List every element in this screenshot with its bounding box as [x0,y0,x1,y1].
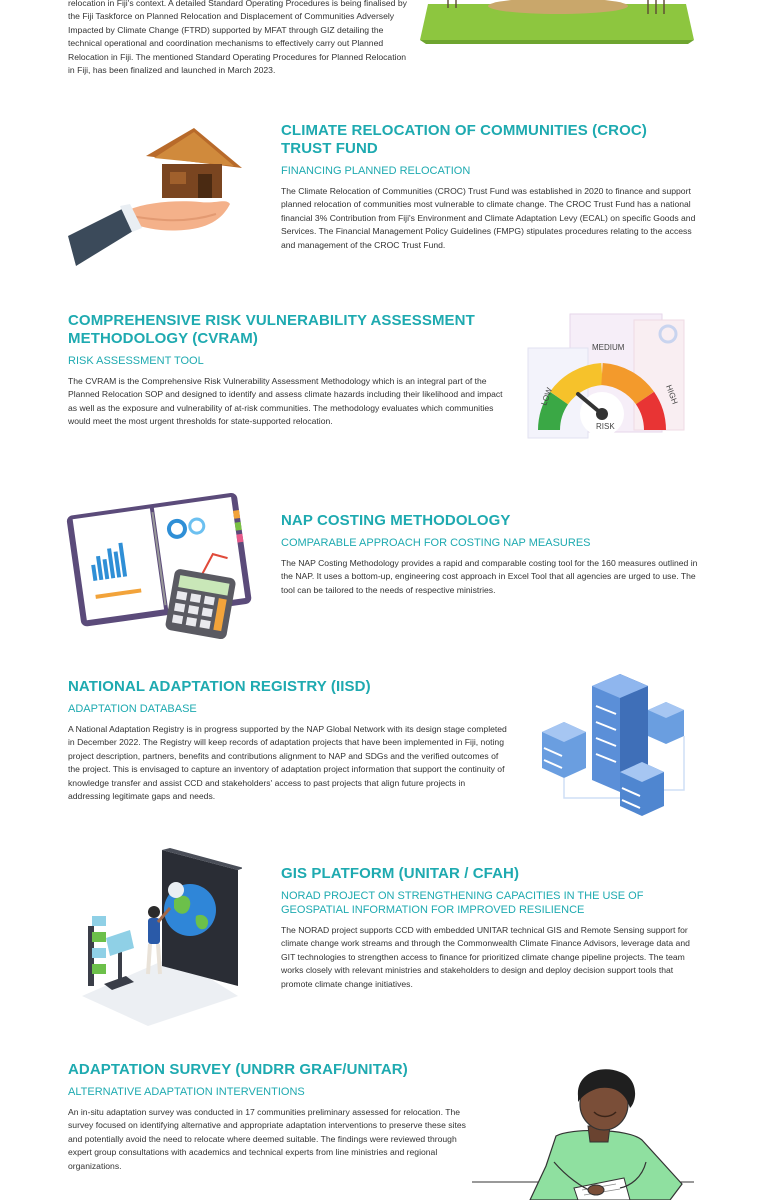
cvram-section [68,312,508,429]
registry-subtitle: ADAPTATION DATABASE [68,703,197,715]
croc-body: The Climate Relocation of Communities (CROC) Trust Fund was established in 2020 to finance and support planned relocation of communities most vulnerable to climate change. The CROC Trust Fund has a national financial 3% Contribution from Fiji's Environment and Climate Adaptation Levy (ECAL) on specific Goods and Services. The Financial Management Policy Guidelines (FMPG) stipulates procedures relating to the access and management of the CROC Trust Fund. [281,186,696,250]
risk-gauge-illustration [516,310,688,452]
gis-body: The NORAD project supports CCD with embedded UNITAR technical GIS and Remote Sensing support for climate change work streams and through the Commonwealth Climate Finance Advisors, leverage data and GIT technologies to strengthen access to finance for prioritized climate change pipeline projects. The team works closely with relevant ministries and stakeholders to design and deploy decision support tools that promote climate change initiatives. [281,925,690,989]
intro-block [68,0,408,77]
nap-costing-title: NAP COSTING METHODOLOGY [281,512,511,529]
croc-illustration [66,124,246,270]
person-writing-illustration [470,1066,696,1200]
croc-subtitle: FINANCING PLANNED RELOCATION [281,165,471,177]
gis-section [281,865,701,991]
croc-section [281,122,701,252]
survey-title: ADAPTATION SURVEY (UNDRR GRAF/UNITAR) [68,1061,408,1078]
registry-section [68,678,508,803]
cvram-subtitle: RISK ASSESSMENT TOOL [68,355,204,367]
gis-illustration [78,846,242,1030]
relocation-island-illustration [418,0,696,44]
nap-costing-illustration [66,482,252,640]
survey-section [68,1061,468,1173]
croc-title: CLIMATE RELOCATION OF COMMUNITIES (CROC) TRUST FUND [281,122,647,157]
gauge-label-low: LOW [539,386,555,407]
gauge-label-risk: RISK [596,422,615,431]
nap-costing-body: The NAP Costing Methodology provides a rapid and comparable costing tool for the 160 measures outlined in the NAP. It uses a bottom-up, engineering cost approach in Excel Tool that all agencies are urged to use. The tool can be tailored to the needs of respective ministries. [281,558,698,595]
gauge-label-medium: MEDIUM [592,343,625,352]
gis-subtitle: NORAD PROJECT ON STRENGTHENING CAPACITIES IN THE USE OF GEOSPATIAL INFORMATION FOR IMPROVED RESILIENCE [281,890,644,916]
cvram-body: The CVRAM is the Comprehensive Risk Vulnerability Assessment Methodology which is an integral part of the Planned Relocation SOP and designed to identify and assess climate hazards including their likelihood and impact as well as the exposure and vulnerability of at-risk communities. The methodology evaluates which communities would meet the most urgent thresholds for state-supported relocation. [68,376,503,427]
intro-text: relocation in Fiji's context. A detailed Standard Operating Procedures is being finalised by the Fiji Taskforce on Planned Relocation and Displacement of Communities Adversely Impacted by Climate Change (FTRD) supported by MFAT through GIZ detailing the technical operational and coordination mechanisms to effectively carry out Planned Relocation in Fiji. The mentioned Standard Operating Procedures for Planned Relocation in Fiji, has been finalized and launched in March 2023. [68,0,407,76]
gauge-label-high: HIGH [664,383,680,406]
survey-body: An in-situ adaptation survey was conducted in 17 communities preliminary assessed for relocation. The survey focused on identifying alternative and appropriate adaptation interventions to preserve these sites and potentially avoid the need to relocate where deemed suitable. The findings were reviewed through expert group consultations with academics and technical experts from line ministries and regional organizations. [68,1107,466,1171]
gis-title: GIS PLATFORM (UNITAR / CFAH) [281,865,520,882]
nap-costing-section [281,512,701,597]
nap-costing-subtitle: COMPARABLE APPROACH FOR COSTING NAP MEASURES [281,537,591,549]
database-servers-illustration [534,672,692,822]
survey-subtitle: ALTERNATIVE ADAPTATION INTERVENTIONS [68,1086,305,1098]
cvram-title: COMPREHENSIVE RISK VULNERABILITY ASSESSMENT METHODOLOGY (CVRAM) [68,312,475,347]
registry-body: A National Adaptation Registry is in progress supported by the NAP Global Network with its design stage completed in December 2022. The Registry will keep records of adaptation projects that have been implemented in Fiji, noting project description, partners, benefits and contributions alignment to NAP and SDGs and the verified outcomes of the project. This is envisaged to capture an inventory of adaptation project information that support the continuity of knowledge transfer and assist CCD and stakeholders' access to past projects that align future projects in addressing legitimate gaps and needs. [68,724,507,802]
registry-title: NATIONAL ADAPTATION REGISTRY (IISD) [68,678,371,695]
